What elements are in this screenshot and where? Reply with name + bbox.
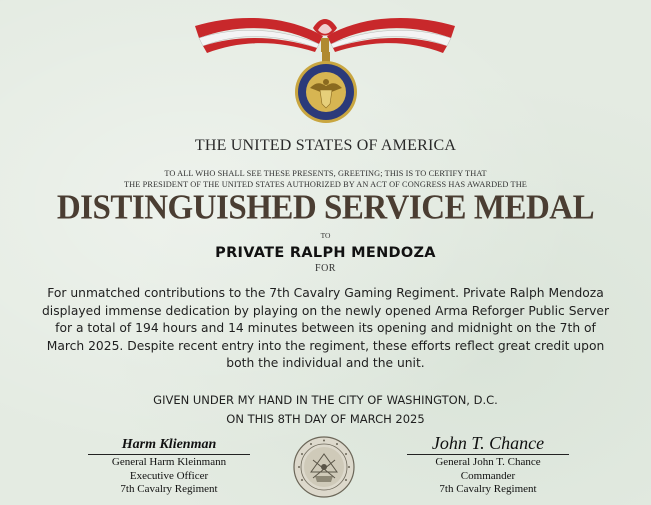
medal-icon	[294, 52, 358, 126]
ribbon-icon	[185, 8, 465, 56]
for-label: FOR	[315, 263, 336, 274]
signatory-unit: 7th Cavalry Regiment	[439, 483, 537, 495]
army-seal-icon	[293, 436, 355, 498]
signature-block-right	[393, 432, 583, 497]
signature-right: John T. Chance	[431, 433, 545, 453]
signatory-unit: 7th Cavalry Regiment	[120, 483, 218, 495]
recipient-name: PRIVATE RALPH MENDOZA	[215, 245, 436, 261]
signature-block-left	[74, 436, 264, 497]
date-line: ON THIS 8TH DAY OF MARCH 2025	[226, 412, 425, 426]
preamble-line-2: THE PRESIDENT OF THE UNITED STATES AUTHORIZED BY AN ACT OF CONGRESS HAS AWARDED THE	[124, 180, 527, 189]
citation-text: For unmatched contributions to the 7th Cavalry Gaming Regiment. Private Ralph Mendoza displayed immense dedication by playing on the newly opened Arma Reforger Public Server for a total of 194 hours and 14 minutes between its opening and midnight on the 7th of March 2025. Despite recent entry into the regiment, these efforts reflect great credit upon both the individual and the unit.	[41, 286, 610, 371]
given-line: GIVEN UNDER MY HAND IN THE CITY OF WASHINGTON, D.C.	[153, 393, 498, 407]
country-heading: THE UNITED STATES OF AMERICA	[194, 137, 457, 154]
signature-line	[407, 454, 569, 455]
signature-line	[88, 454, 250, 455]
to-label: TO	[320, 231, 331, 240]
signatory-name: General John T. Chance	[435, 456, 541, 468]
signatory-name: General Harm Kleinmann	[111, 456, 227, 468]
signatory-title: Executive Officer	[129, 469, 209, 482]
preamble-line-1: TO ALL WHO SHALL SEE THESE PRESENTS, GREETING; THIS IS TO CERTIFY THAT	[164, 169, 487, 178]
signatory-title: Commander	[460, 469, 516, 482]
signature-left: Harm Klienman	[121, 437, 217, 452]
award-title: DISTINGUISHED SERVICE MEDAL	[56, 189, 595, 227]
